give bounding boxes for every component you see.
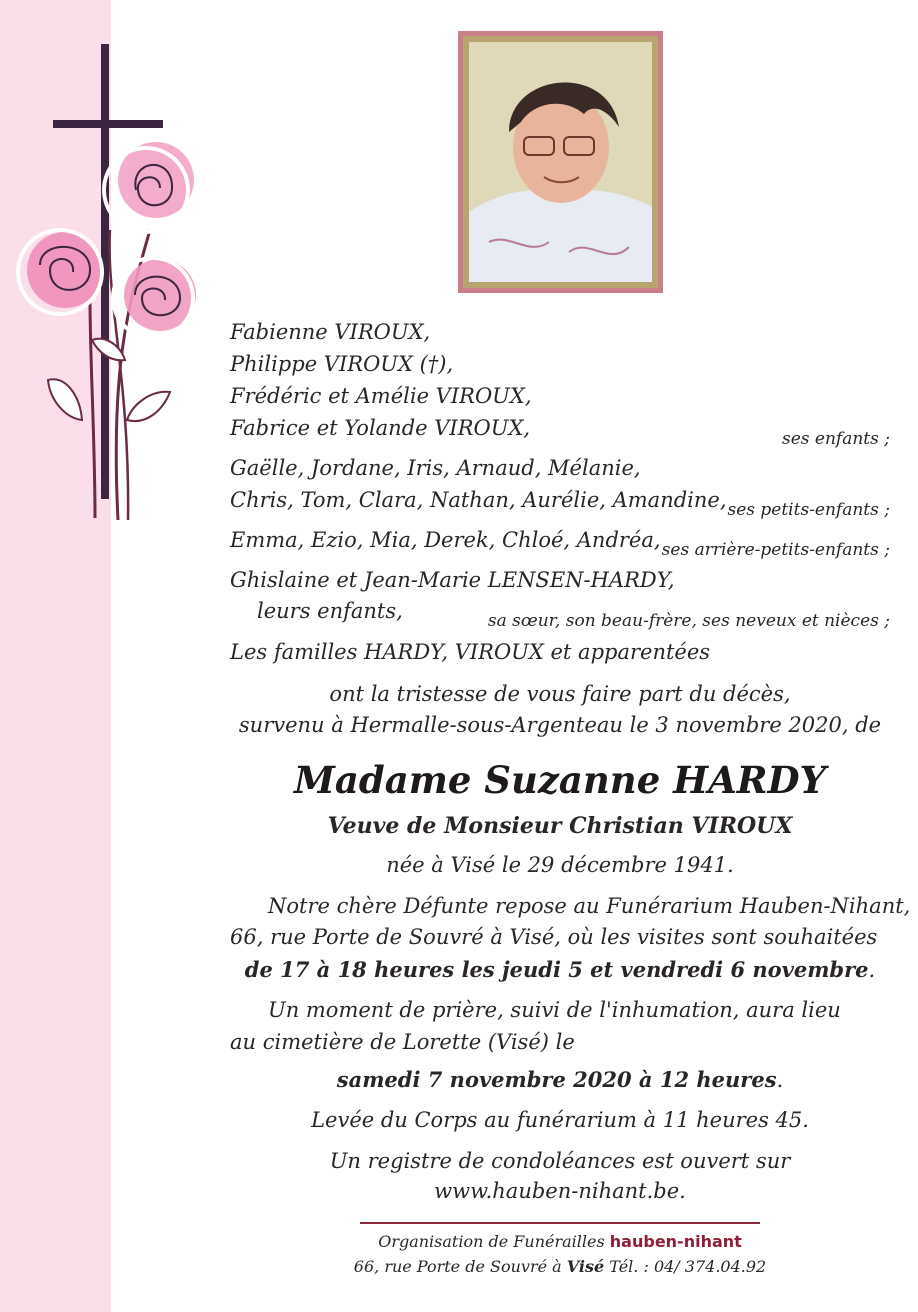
sister-relation: sa sœur, son beau-frère, ses neveux et nièces ; xyxy=(487,611,890,631)
cross-roses-illustration xyxy=(10,40,210,530)
sister-children: leurs enfants, xyxy=(257,599,403,623)
child-name: Fabrice et Yolande VIROUX, xyxy=(230,416,531,440)
grandchildren-relation: ses petits-enfants ; xyxy=(727,500,890,520)
register-url[interactable]: www.hauben-nihant.be. xyxy=(434,1179,686,1203)
child-name: Philippe VIROUX (†), xyxy=(230,352,454,376)
great-grandchildren-relation: ses arrière-petits-enfants ; xyxy=(661,540,890,560)
rose-right xyxy=(113,258,196,338)
visitation-hours-end: . xyxy=(868,958,876,982)
rose-top xyxy=(104,142,194,232)
great-grandchildren-names: Emma, Ezio, Mia, Derek, Chloé, Andréa, xyxy=(230,528,661,552)
rose-left xyxy=(18,230,103,314)
ceremony-line2: au cimetière de Lorette (Visé) le xyxy=(230,1030,575,1054)
footer-org-line xyxy=(360,1232,760,1251)
ceremony-line1: Un moment de prière, suivi de l'inhumation, aura lieu xyxy=(268,998,841,1022)
deceased-name: Madame Suzanne HARDY xyxy=(293,758,827,802)
children-relation: ses enfants ; xyxy=(782,429,890,449)
ceremony-date: samedi 7 novembre 2020 à 12 heures xyxy=(336,1067,777,1092)
grandchildren-names: Chris, Tom, Clara, Nathan, Aurélie, Amandine, xyxy=(230,488,727,512)
footer-city: Visé xyxy=(566,1257,605,1276)
families-line: Les familles HARDY, VIROUX et apparentées xyxy=(230,640,711,664)
spouse-line: Veuve de Monsieur Christian VIROUX xyxy=(327,813,793,839)
footer-address-line xyxy=(345,1257,775,1276)
visitation-hours: de 17 à 18 heures les jeudi 5 et vendredi 6 novembre xyxy=(244,957,869,982)
visitation-line1: Notre chère Défunte repose au Funérarium Hauben-Nihant, xyxy=(268,894,911,918)
footer-phone: Tél. : 04/ 374.04.92 xyxy=(609,1257,767,1276)
footer-address: 66, rue Porte de Souvré à xyxy=(353,1257,562,1276)
visitation-line2: 66, rue Porte de Souvré à Visé, où les visites sont souhaitées xyxy=(230,925,878,949)
child-name: Fabienne VIROUX, xyxy=(230,320,431,344)
brand-logo: hauben-nihant xyxy=(609,1232,742,1251)
levee-line: Levée du Corps au funérarium à 11 heures 45. xyxy=(311,1108,809,1132)
announcement-line1: ont la tristesse de vous faire part du décès, xyxy=(329,682,791,706)
ceremony-date-end: . xyxy=(776,1068,784,1092)
ceremony-date-wrap xyxy=(230,1067,890,1092)
portrait-photo xyxy=(469,42,652,282)
register-line1: Un registre de condoléances est ouvert sur xyxy=(329,1149,791,1173)
footer-org-label: Organisation de Funérailles xyxy=(378,1232,605,1251)
portrait-frame xyxy=(458,31,663,293)
grandchildren-names: Gaëlle, Jordane, Iris, Arnaud, Mélanie, xyxy=(230,456,641,480)
visitation-hours-wrap xyxy=(230,957,890,982)
sister-names: Ghislaine et Jean-Marie LENSEN-HARDY, xyxy=(230,568,675,592)
child-name: Frédéric et Amélie VIROUX, xyxy=(230,384,532,408)
birth-line: née à Visé le 29 décembre 1941. xyxy=(386,853,734,877)
announcement-line2: survenu à Hermalle-sous-Argenteau le 3 novembre 2020, de xyxy=(238,713,882,737)
footer-divider xyxy=(360,1222,760,1224)
